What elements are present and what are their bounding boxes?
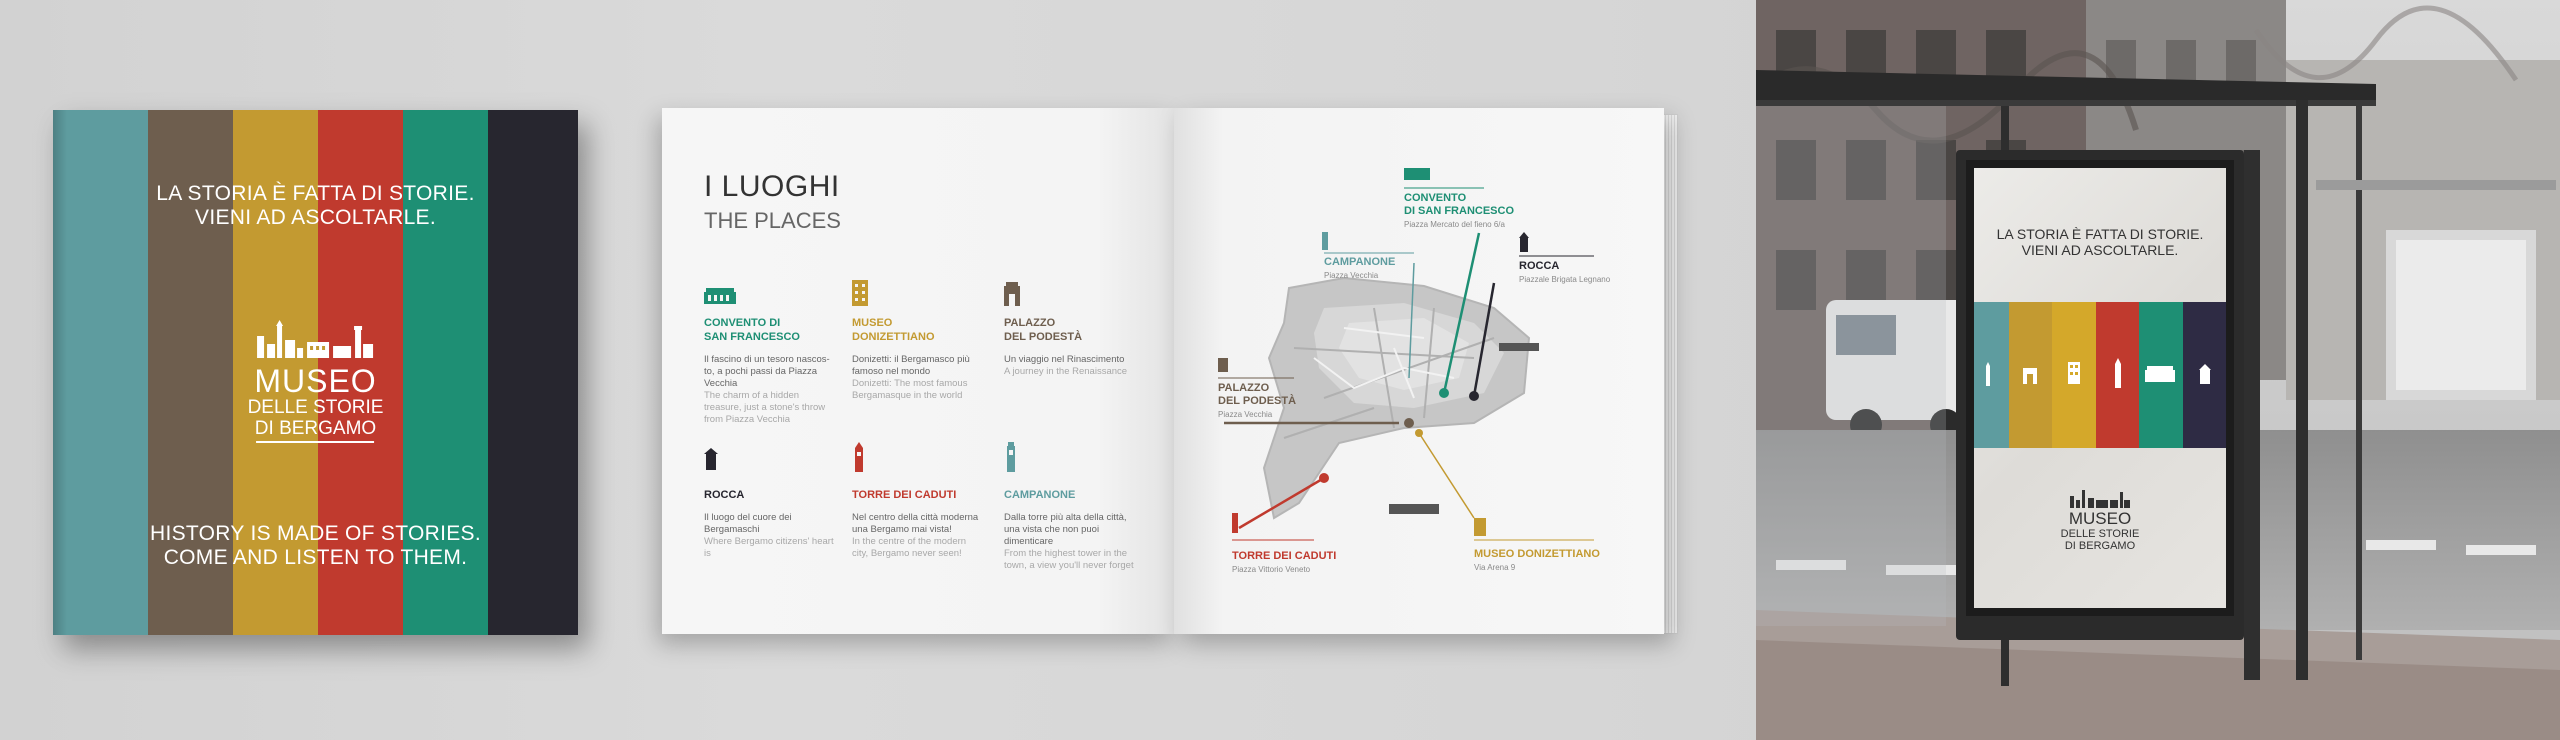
bus-stop-photo [1756,0,2560,740]
place-convento-title-1: CONVENTO DI [704,317,781,329]
poster-band-red [2096,302,2139,448]
cover-tagline-english [53,522,578,570]
place-palazzo-desc: Un viaggio nel Rinascimento [1004,354,1125,365]
place-museo-title-2: DONIZETTIANO [852,331,935,343]
map-label-museo [1474,548,1600,574]
poster-band-ochre [2009,302,2052,448]
place-torre-title: TORRE DEI CADUTI [852,489,957,501]
cover-tagline-en-line1: HISTORY IS MADE OF STORIES. [150,522,481,545]
open-brochure [662,108,1694,636]
museo-icon [2068,362,2080,384]
place-palazzo-title-1: PALAZZO [1004,317,1056,329]
palazzo-podesta-icon [1004,282,1020,306]
place-palazzo-podesta [1004,316,1134,378]
map-palazzo-line1: PALAZZO [1218,382,1270,394]
poster-logo-delle-storie: DELLE STORIE [2060,528,2140,540]
place-rocca [704,488,834,560]
map-rocca-name: ROCCA [1519,260,1560,272]
torre-dei-caduti-icon [854,442,864,472]
poster-color-bands [1974,302,2226,448]
page-stack-edge [1662,114,1678,634]
place-torre-dei-caduti [852,488,982,560]
place-museo-desc: Donizetti: il Bergamasco più famoso nel mondo [852,354,970,377]
logo-underline [257,441,375,443]
skyline-icon [256,320,376,360]
map-convento-line2: DI SAN FRANCESCO [1404,205,1515,217]
place-rocca-desc: Il luogo del cuore dei Bergamaschi [704,512,792,535]
place-campanone-desc: Dalla torre più alta della città, una vista che non puoi dimenticare [1004,512,1127,547]
palazzo-icon [2023,364,2037,384]
place-campanone [1004,488,1134,572]
place-torre-desc-en: In the centre of the modern city, Bergamo never seen! [852,536,967,559]
map-rocca-address: Piazzale Brigata Legnano [1519,275,1611,284]
cover-tagline-it-line1: LA STORIA È FATTA DI STORIE. [156,182,475,205]
place-museo-desc-en: Donizetti: The most famous Bergamasque in the world [852,378,968,401]
campanone-icon [1006,442,1016,472]
place-campanone-desc-en: From the highest tower in the town, a view you'll never forget [1004,548,1134,571]
map-museo-name: MUSEO DONIZETTIANO [1474,548,1600,560]
place-torre-desc: Nel centro della città moderna una Bergamo mai vista! [852,512,979,535]
place-convento-desc-en: The charm of a hidden treasure, just a stone's throw from Piazza Vecchia [704,390,826,425]
poster-skyline-icon [2070,488,2130,508]
campanile-icon [2113,358,2123,388]
place-campanone-title: CAMPANONE [1004,489,1076,501]
cover-tagline-italian [53,182,578,230]
place-rocca-desc-en: Where Bergamo citizens' heart is [704,536,834,559]
poster-tagline [1974,226,2226,258]
place-palazzo-title-2: DEL PODESTÀ [1004,331,1083,343]
poster-tagline-line1: LA STORIA È FATTA DI STORIE. [1996,226,2204,242]
map-campanone-address: Piazza Vecchia [1324,271,1379,280]
brochure-left-page [662,108,1174,634]
museo-donizettiano-icon [852,280,868,306]
museo-logo [248,320,384,443]
poster-tagline-line2: VIENI AD ASCOLTARLE. [2021,242,2179,258]
poster-band-purple [2183,302,2226,448]
convento-icon [2145,366,2175,382]
map-palazzo-address: Piazza Vecchia [1218,410,1273,419]
place-palazzo-desc-en: A journey in the Renaissance [1004,366,1128,377]
rocca-icon [704,448,718,470]
poster-logo-museo: MUSEO [2068,509,2132,528]
poster-band-teal [1974,302,2009,448]
convento-icon [704,286,736,304]
map-torre-address: Piazza Vittorio Veneto [1232,565,1311,574]
map-label-palazzo [1218,382,1296,421]
map-convento-address: Piazza Mercato del fieno 6/a [1404,220,1505,229]
map-campanone-name: CAMPANONE [1324,256,1396,268]
logo-delle-storie: DELLE STORIE [247,397,384,418]
place-rocca-title: ROCCA [704,489,745,501]
brochure-title: I LUOGHI [704,170,840,203]
poster-band-green [2139,302,2182,448]
book-cover [53,110,578,635]
poster-band-yellow [2052,302,2095,448]
map-museo-address: Via Arena 9 [1474,563,1516,572]
poster-logo-di-bergamo: DI BERGAMO [2064,540,2136,552]
cover-tagline-en-line2: COME AND LISTEN TO THEM. [163,546,468,569]
map-convento-line1: CONVENTO [1404,192,1467,204]
map-walls-shape [1264,278,1539,518]
logo-di-bergamo: DI BERGAMO [254,418,377,439]
brochure-subtitle: THE PLACES [704,208,841,233]
map-torre-name: TORRE DEI CADUTI [1232,550,1337,562]
poster [1974,168,2226,608]
rocca-icon [2199,364,2211,384]
logo-museo: MUSEO [254,363,377,399]
map-label-convento [1404,192,1514,231]
map-label-rocca [1519,260,1610,286]
map-label-torre [1232,550,1336,576]
place-convento [704,316,834,426]
torre-icon [1984,362,1992,386]
map-palazzo-line2: DEL PODESTÀ [1218,395,1297,407]
brochure-right-page [1174,108,1664,634]
place-museo-title-1: MUSEO [852,317,893,329]
place-convento-desc: Il fascino di un tesoro nascos- to, a pochi passi da Piazza Vecchia [704,354,830,389]
place-convento-title-2: SAN FRANCESCO [704,331,800,343]
cover-tagline-it-line2: VIENI AD ASCOLTARLE. [195,206,436,229]
place-museo-donizettiano [852,316,982,402]
map-label-campanone [1324,256,1395,282]
